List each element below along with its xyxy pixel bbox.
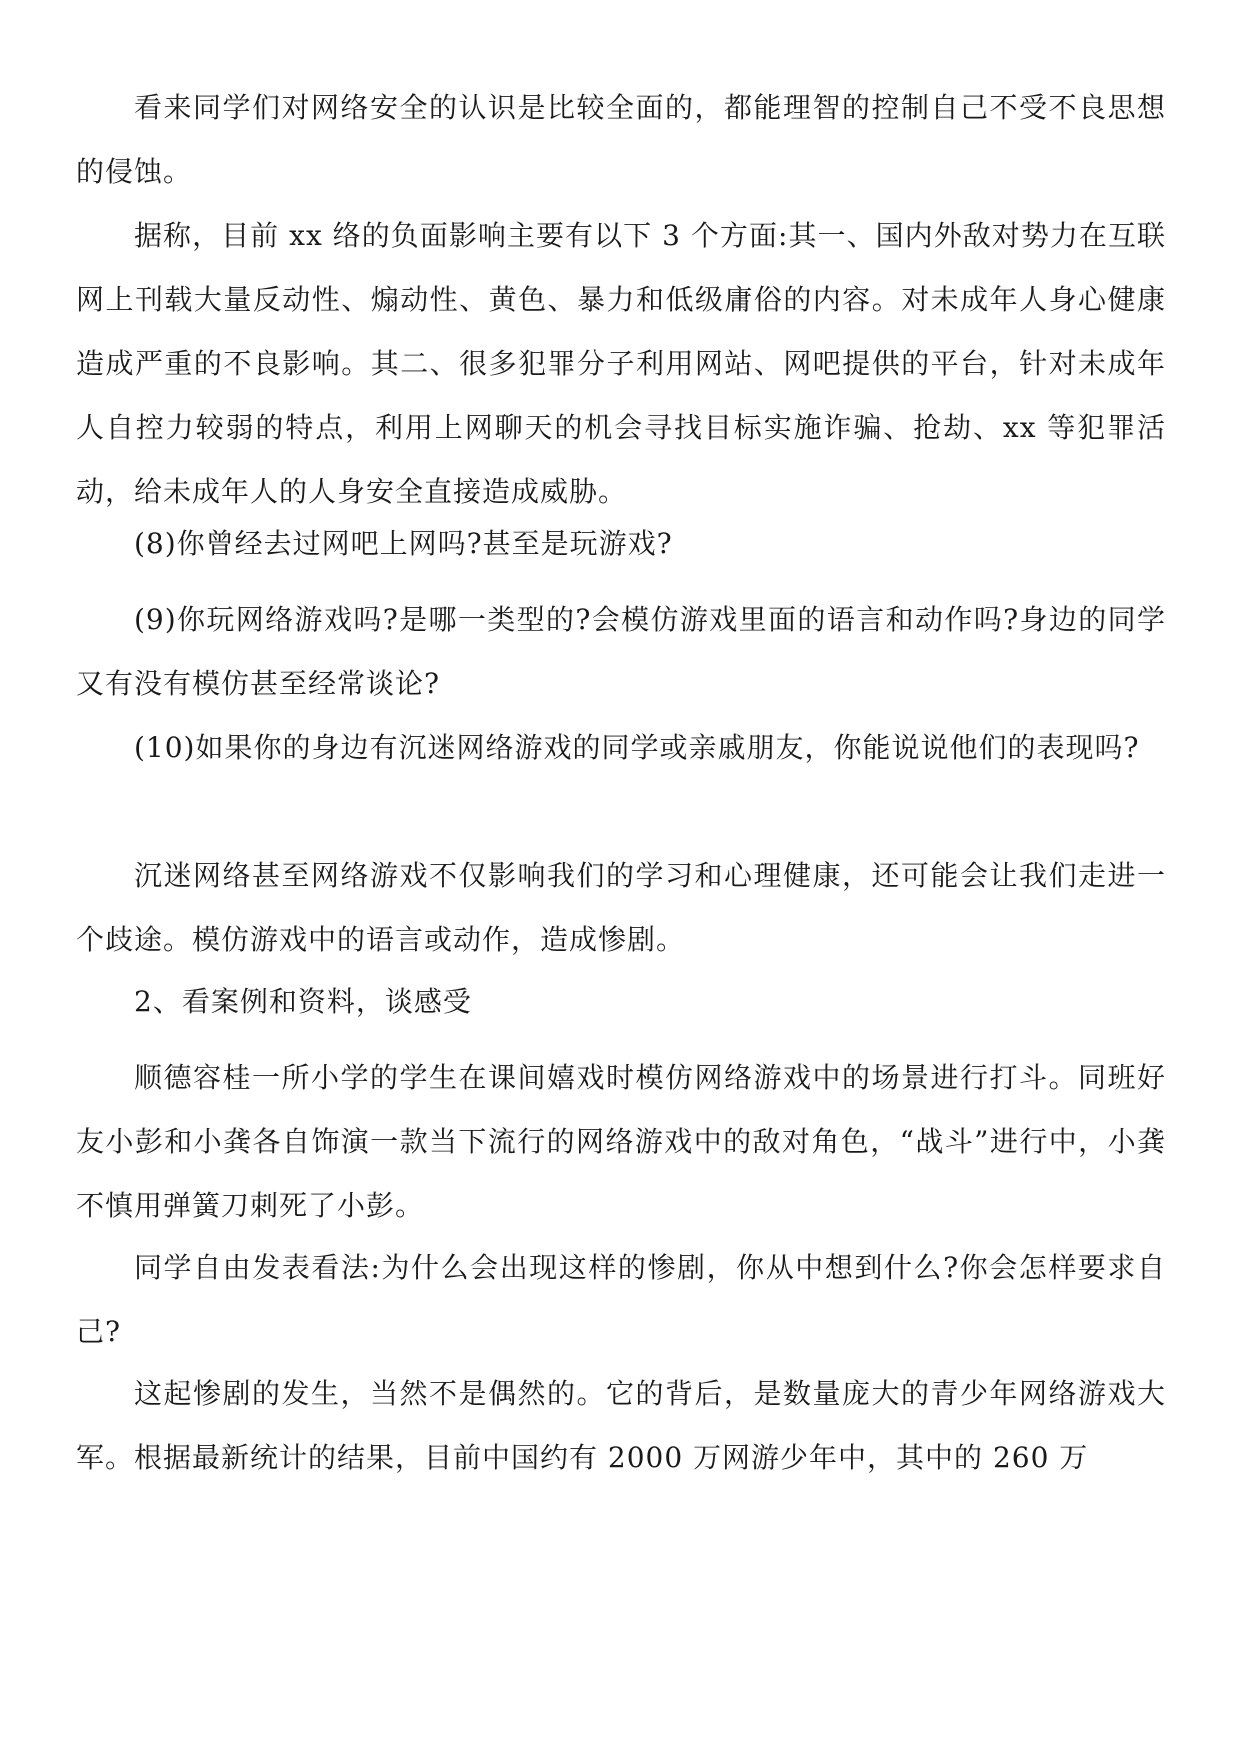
question-8: (8)你曾经去过网吧上网吗?甚至是玩游戏? [134, 527, 673, 560]
paragraph-addiction-effects: 沉迷网络甚至网络游戏不仅影响我们的学习和心理健康，还可能会让我们走进一个歧途。模仿游戏中的语言或动作，造成惨剧。 [76, 859, 1166, 956]
question-9: (9)你玩网络游戏吗?是哪一类型的?会模仿游戏里面的语言和动作吗?身边的同学又有没有模仿甚至经常谈论? [76, 603, 1166, 700]
paragraph-statistics: 这起惨剧的发生，当然不是偶然的。它的背后，是数量庞大的青少年网络游戏大军。根据最新统计的结果，目前中国约有 2000 万网游少年中，其中的 260 万 [76, 1377, 1166, 1474]
section-heading-cases: 2、看案例和资料，谈感受 [134, 985, 472, 1018]
question-10: (10)如果你的身边有沉迷网络游戏的同学或亲戚朋友，你能说说他们的表现吗? [134, 731, 1140, 764]
paragraph-case-description: 顺德容桂一所小学的学生在课间嬉戏时模仿网络游戏中的场景进行打斗。同班好友小彭和小龚各自饰演一款当下流行的网络游戏中的敌对角色，“战斗”进行中，小龚不慎用弹簧刀刺死了小彭。 [76, 1061, 1166, 1222]
paragraph-network-safety-awareness: 看来同学们对网络安全的认识是比较全面的，都能理智的控制自己不受不良思想的侵蚀。 [76, 91, 1166, 188]
paragraph-discussion-prompt: 同学自由发表看法:为什么会出现这样的惨剧，你从中想到什么?你会怎样要求自己? [76, 1251, 1166, 1348]
paragraph-negative-influences: 据称，目前 xx 络的负面影响主要有以下 3 个方面:其一、国内外敌对势力在互联网上刊载大量反动性、煽动性、黄色、暴力和低级庸俗的内容。对未成年人身心健康造成严重的不良影响。其二、很多犯罪分子利用网站、网吧提供的平台，针对未成年人自控力较弱的特点，利用上网聊天的机会寻找目标实施诈骗、抢劫、xx 等犯罪活动，给未成年人的人身安全直接造成威胁。 [76, 219, 1166, 508]
